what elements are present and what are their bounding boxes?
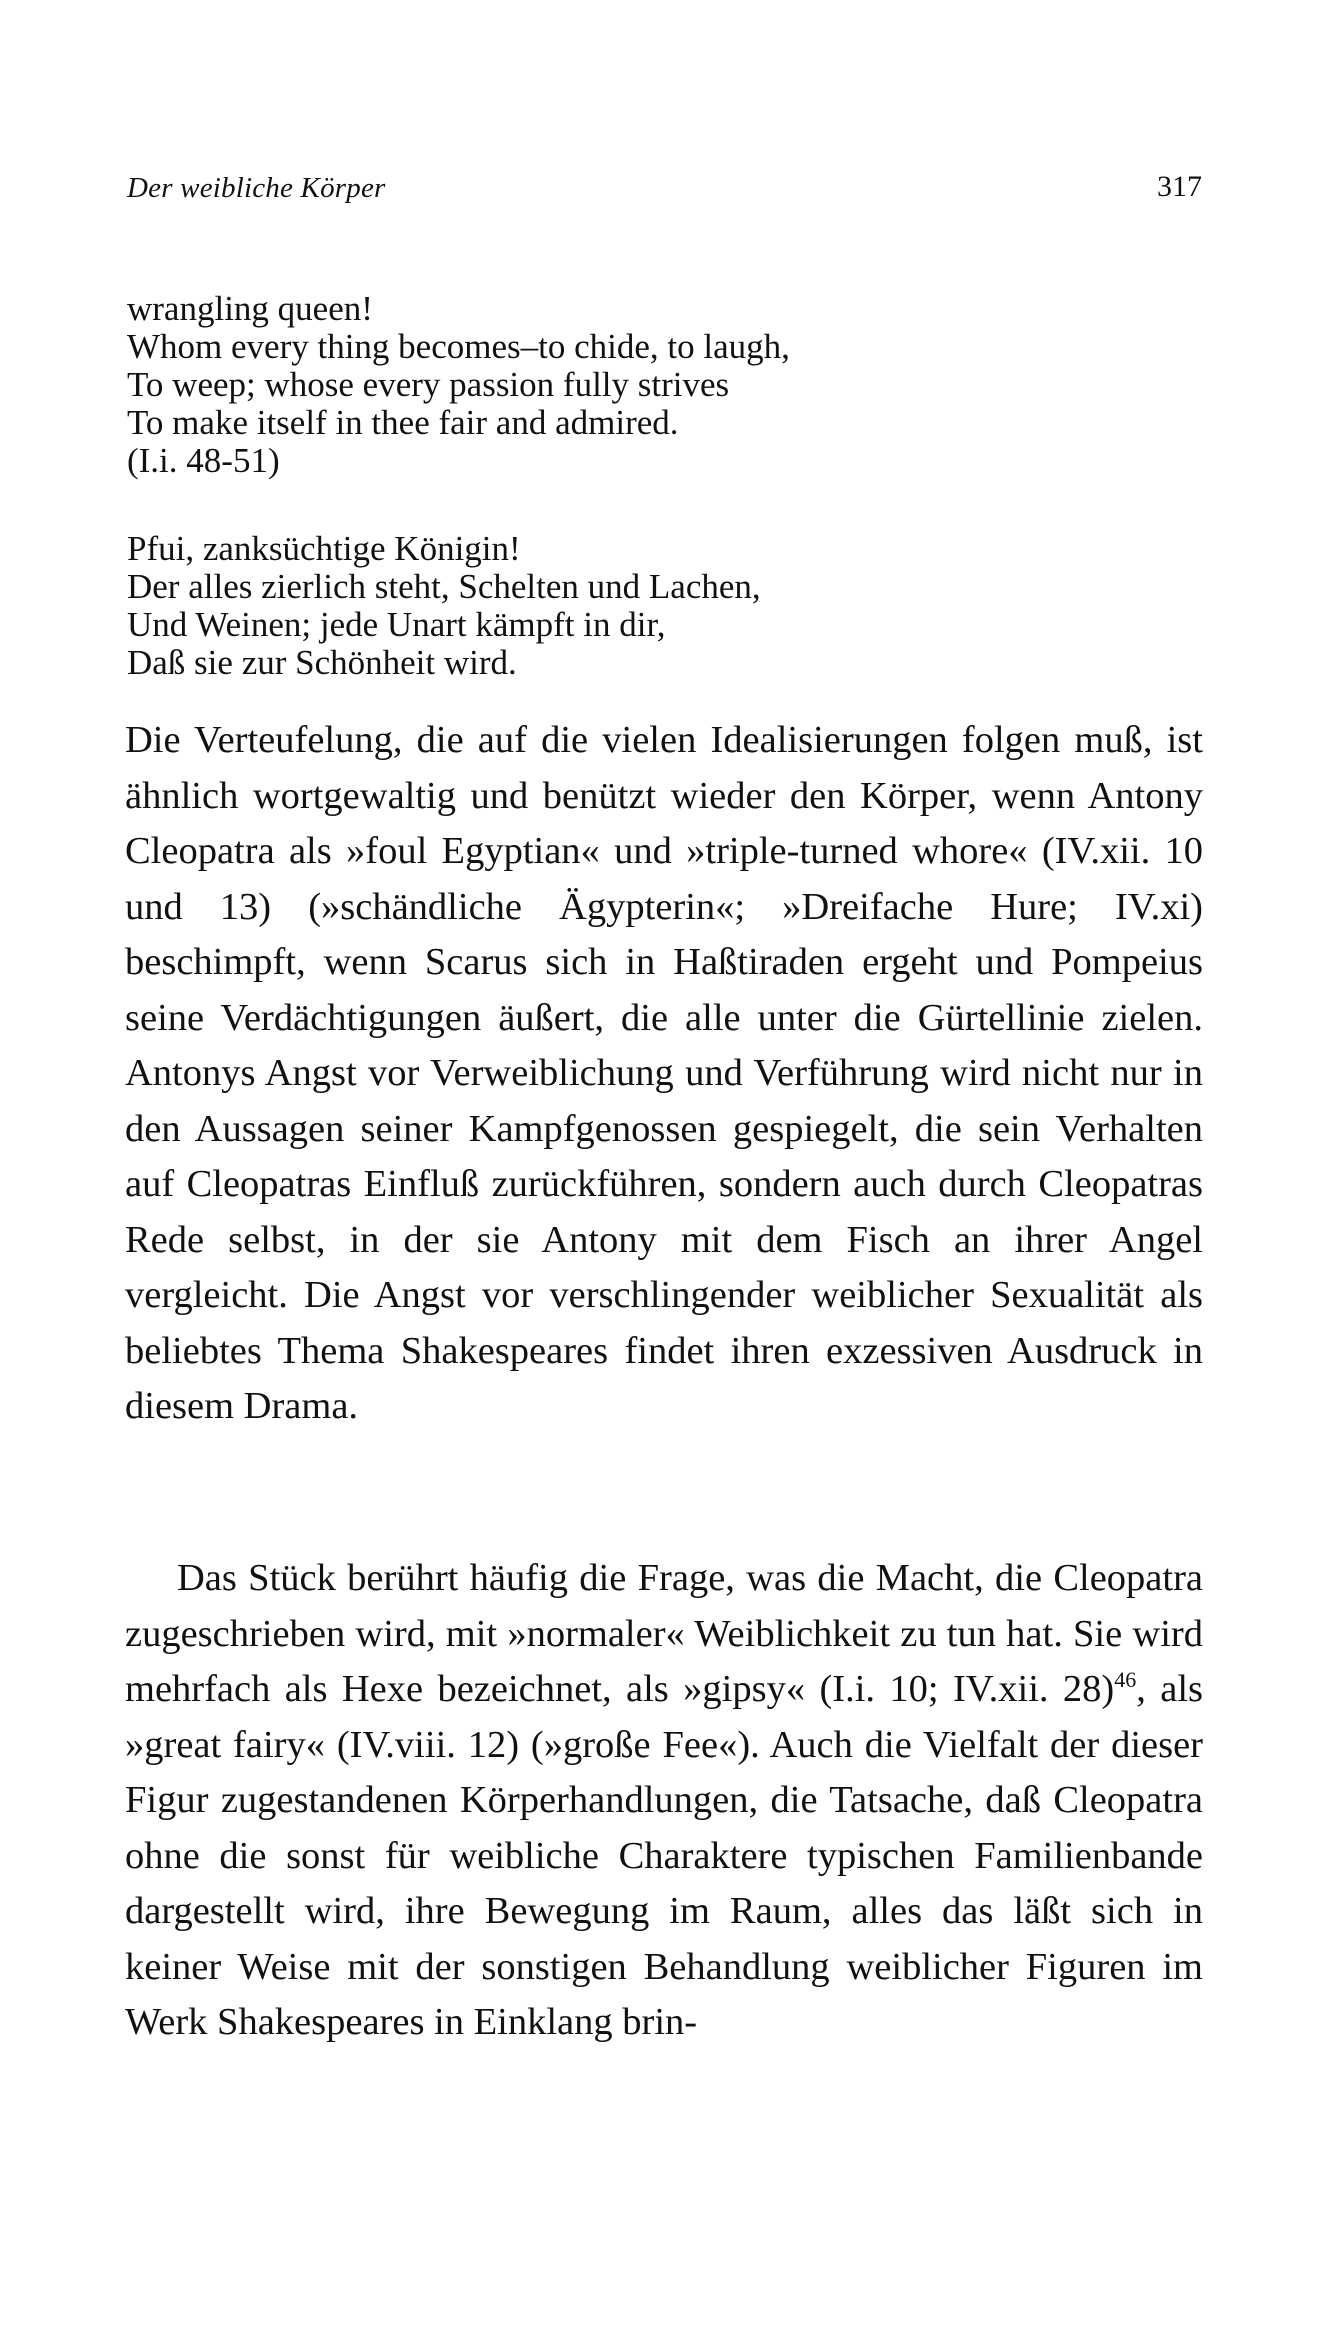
verse-quote-german xyxy=(127,530,761,682)
verse-line: To weep; whose every passion fully strives xyxy=(127,365,730,404)
footnote-reference: 46 xyxy=(1114,1667,1137,1693)
body-paragraph-2 xyxy=(125,1551,1203,2051)
verse-line: Und Weinen; jede Unart kämpft in dir, xyxy=(127,605,666,644)
running-title: Der weibliche Körper xyxy=(127,172,386,204)
paragraph-2-end: , als »great fairy« (IV.viii. 12) (»große Fee«). Auch die Vielfalt der dieser Figur zugestandenen Körperhandlungen, die Tatsache, daß Cleopatra ohne die sonst für weibliche Charaktere typischen Familienbande dargestellt wird, ihre Bewegung im Raum, alles das läßt sich in keiner Weise mit der sonstigen Behandlung weiblicher Figuren im Werk Shakespeares in Einklang brin- xyxy=(125,1668,1203,2043)
verse-quote-english xyxy=(127,290,790,480)
verse-line: Whom every thing becomes–to chide, to laugh, xyxy=(127,327,790,366)
verse-line: To make itself in thee fair and admired. xyxy=(127,403,679,442)
verse-line: wrangling queen! xyxy=(127,289,373,328)
verse-line: Daß sie zur Schönheit wird. xyxy=(127,643,517,682)
paragraph-2-start: Das Stück berührt häufig die Frage, was die Macht, die Cleopatra zugeschrieben wird, mit »normaler« Weiblichkeit zu tun hat. Sie wird mehrfach als Hexe bezeichnet, als »gipsy« (I.i. 10; IV.xii. 28) xyxy=(125,1557,1203,1710)
verse-citation: (I.i. 48-51) xyxy=(127,441,280,480)
verse-line: Pfui, zanksüchtige Königin! xyxy=(127,529,521,568)
verse-line: Der alles zierlich steht, Schelten und Lachen, xyxy=(127,567,761,606)
page-number: 317 xyxy=(1157,170,1202,203)
body-paragraph-1: Die Verteufelung, die auf die vielen Idealisierungen folgen muß, ist ähnlich wortgewaltig und benützt wieder den Körper, wenn Antony Cleopatra als »foul Egyptian« und »triple-turned whore« (IV.xii. 10 und 13) (»schändliche Ägypterin«; »Dreifache Hure; IV.xi) beschimpft, wenn Scarus sich in Haßtiraden ergeht und Pompeius seine Verdächtigungen äußert, die alle unter die Gürtellinie zielen. Antonys Angst vor Verweiblichung und Verführung wird nicht nur in den Aussagen seiner Kampfgenossen gespiegelt, die sein Verhalten auf Cleopatras Einfluß zurückführen, sondern auch durch Cleopatras Rede selbst, in der sie Antony mit dem Fisch an ihrer Angel vergleicht. Die Angst vor verschlingender weiblicher Sexualität als beliebtes Thema Shakespeares findet ihren exzessiven Ausdruck in diesem Drama. xyxy=(125,719,1203,1427)
